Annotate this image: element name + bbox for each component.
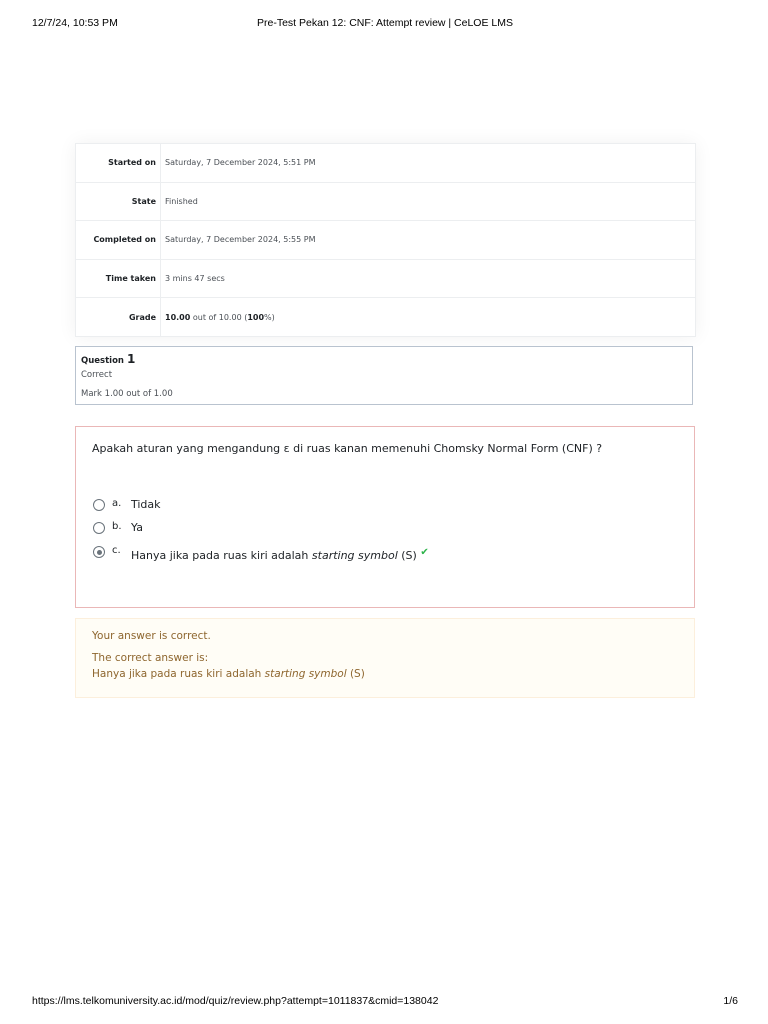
print-header [32, 17, 738, 31]
radio-checked-icon[interactable] [93, 546, 105, 558]
question-info-box [75, 346, 693, 405]
print-url: https://lms.telkomuniversity.ac.id/mod/quiz/review.php?attempt=1011837&cmid=138042 [32, 995, 439, 1007]
attempt-summary-table [75, 143, 696, 337]
answer-text-italic: starting symbol [311, 549, 398, 562]
feedback-correct-message: Your answer is correct. [92, 630, 211, 642]
summary-row-started [76, 144, 696, 183]
answer-text: Ya [131, 521, 143, 534]
print-page-number: 1/6 [723, 995, 738, 1007]
answer-text-prefix: Hanya jika pada ruas kiri adalah [131, 549, 312, 562]
question-content-box [75, 426, 695, 608]
answer-letter: c. [112, 545, 121, 556]
feedback-answer-italic: starting symbol [264, 668, 347, 680]
summary-row-grade [76, 298, 696, 337]
answer-text-suffix: (S) [397, 549, 417, 562]
answer-text: Tidak [131, 498, 161, 511]
summary-value: Finished [161, 182, 696, 221]
answer-text [131, 549, 429, 562]
feedback-correct-answer-label: The correct answer is: [92, 652, 209, 664]
grade-value [161, 298, 696, 337]
radio-unchecked-icon[interactable] [93, 522, 105, 534]
summary-label: Grade [76, 298, 161, 337]
print-footer [32, 995, 738, 1009]
grade-score: 10.00 [165, 312, 191, 322]
print-page-title: Pre-Test Pekan 12: CNF: Attempt review | CeLOE LMS [257, 17, 513, 29]
question-state: Correct [81, 370, 113, 380]
summary-label: Started on [76, 144, 161, 183]
question-text: Apakah aturan yang mengandung ε di ruas kanan memenuhi Chomsky Normal Form (CNF) ? [92, 442, 603, 455]
grade-out-of: out of 10.00 ( [190, 312, 248, 322]
summary-label: State [76, 182, 161, 221]
summary-row-completed [76, 221, 696, 260]
summary-label: Completed on [76, 221, 161, 260]
feedback-correct-answer [92, 668, 365, 680]
print-datetime: 12/7/24, 10:53 PM [32, 17, 118, 29]
question-number-prefix: Question [81, 356, 127, 366]
summary-value: Saturday, 7 December 2024, 5:51 PM [161, 144, 696, 183]
question-number-value: 1 [126, 352, 136, 366]
question-mark: Mark 1.00 out of 1.00 [81, 389, 173, 399]
radio-unchecked-icon[interactable] [93, 499, 105, 511]
question-number [81, 352, 135, 366]
summary-value: 3 mins 47 secs [161, 259, 696, 298]
summary-row-time-taken [76, 259, 696, 298]
summary-value: Saturday, 7 December 2024, 5:55 PM [161, 221, 696, 260]
feedback-answer-suffix: (S) [346, 668, 365, 680]
correct-check-icon: ✔ [420, 547, 429, 558]
feedback-answer-prefix: Hanya jika pada ruas kiri adalah [92, 668, 265, 680]
grade-percent: 100 [247, 312, 265, 322]
summary-row-state [76, 182, 696, 221]
grade-suffix: %) [264, 312, 275, 322]
summary-label: Time taken [76, 259, 161, 298]
answer-letter: a. [112, 498, 122, 509]
answer-letter: b. [112, 521, 122, 532]
feedback-box [75, 618, 695, 698]
